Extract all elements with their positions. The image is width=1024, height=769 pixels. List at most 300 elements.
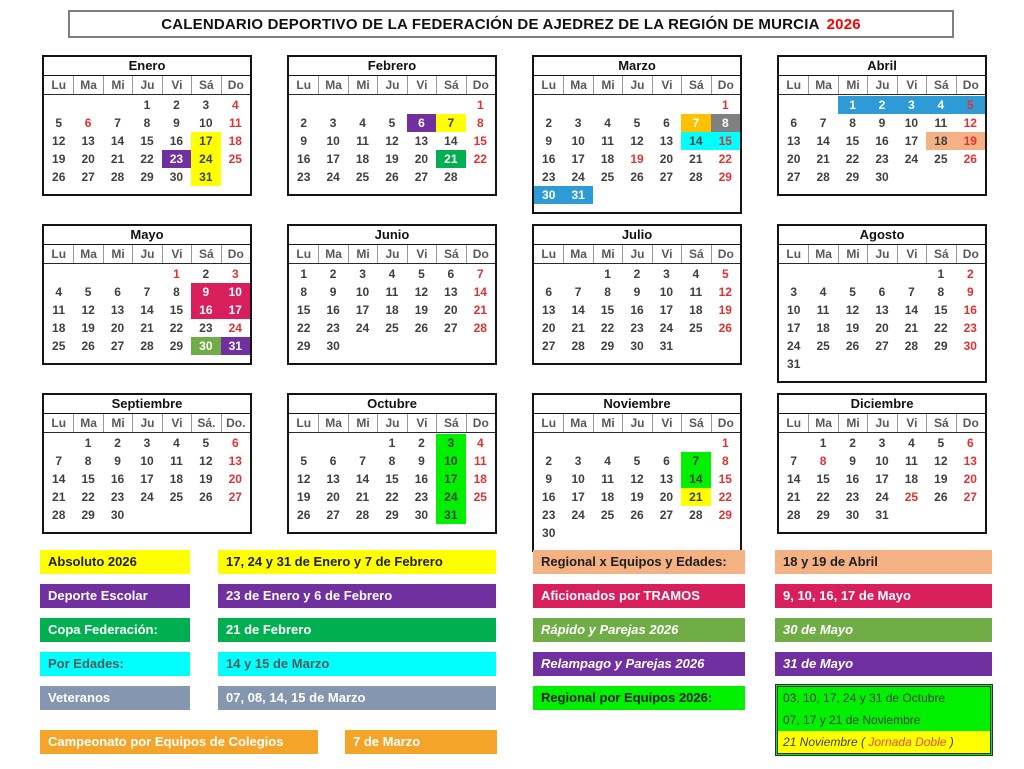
day-cell: 20	[963, 472, 977, 486]
day-cell: 5	[300, 454, 308, 468]
day-cell: 25	[904, 490, 919, 504]
day-cell: 2	[173, 98, 180, 112]
day-cell	[563, 434, 592, 452]
day-cell: 27	[659, 508, 674, 522]
day-grid	[534, 264, 740, 363]
day-cell	[593, 434, 622, 452]
day-cell: 21	[110, 152, 125, 166]
weekday-label: Ju	[622, 414, 651, 432]
day-cell: 27	[110, 339, 125, 353]
day-cell: 2	[633, 267, 641, 281]
day-cell: 27	[444, 321, 458, 335]
day-cell: 15	[845, 134, 860, 148]
day-cell	[622, 96, 651, 114]
day-cell: 5	[849, 285, 856, 299]
day-cell: 7	[55, 454, 63, 468]
weekday-label: Sá	[436, 245, 465, 263]
day-cell: 14	[816, 134, 830, 148]
weekday-label: Vi	[897, 245, 926, 263]
day-cell: 13	[81, 134, 95, 148]
day-cell: 30	[963, 339, 977, 353]
legend-value: 31 de Mayo	[775, 652, 992, 676]
weekday-label: Ju	[622, 76, 651, 94]
day-cell: 20	[659, 152, 674, 166]
day-cell: 31	[787, 357, 801, 371]
day-cell: 7	[436, 114, 465, 132]
weekday-label: Sá	[191, 76, 220, 94]
day-cell: 23	[542, 508, 556, 522]
day-cell: 24	[875, 490, 889, 504]
day-cell: 22	[845, 152, 860, 166]
title-text: CALENDARIO DEPORTIVO DE LA FEDERACIÓN DE AJEDREZ DE LA REGIÓN DE MURCIA	[161, 15, 820, 33]
day-cell: 27	[963, 490, 977, 504]
weekday-label: Sá	[681, 414, 710, 432]
day-cell: 29	[816, 508, 830, 522]
day-cell: 28	[904, 339, 919, 353]
day-cell: 12	[199, 454, 213, 468]
day-cell: 1	[838, 96, 867, 114]
day-cell: 19	[297, 490, 311, 504]
weekday-label: Do	[711, 245, 740, 263]
day-cell: 24	[904, 152, 919, 166]
day-cell: 10	[326, 134, 340, 148]
day-cell: 1	[604, 267, 611, 281]
day-cell: 10	[140, 454, 154, 468]
day-cell: 19	[414, 303, 429, 317]
day-cell: 4	[604, 116, 611, 130]
weekday-label: Vi	[162, 76, 191, 94]
day-cell: 9	[545, 472, 553, 486]
weekday-header-row	[44, 414, 250, 433]
day-cell: 5	[721, 267, 729, 281]
day-cell: 21	[681, 488, 710, 506]
day-cell	[897, 506, 926, 524]
weekday-label: Lu	[51, 247, 67, 261]
day-cell: 30	[534, 186, 563, 204]
day-cell	[838, 355, 867, 373]
day-cell	[681, 434, 710, 452]
day-cell	[221, 168, 250, 186]
day-cell: 6	[545, 285, 553, 299]
day-cell: 20	[414, 152, 429, 166]
day-cell: 29	[600, 339, 615, 353]
day-cell: 13	[875, 303, 889, 317]
day-cell: 28	[787, 508, 801, 522]
day-grid	[289, 433, 495, 532]
day-cell: 24	[140, 490, 154, 504]
day-cell: 12	[52, 134, 66, 148]
weekday-label: Vi	[407, 245, 436, 263]
day-cell: 26	[414, 321, 429, 335]
weekday-label: Do	[466, 245, 495, 263]
day-cell: 14	[52, 472, 66, 486]
day-cell: 24	[191, 150, 220, 168]
weekday-label: Vi	[652, 76, 681, 94]
day-cell: 3	[202, 98, 210, 112]
day-cell: 15	[600, 303, 615, 317]
day-cell	[44, 96, 73, 114]
day-cell: 17	[191, 132, 220, 150]
day-cell: 30	[845, 508, 860, 522]
day-cell	[681, 186, 710, 204]
month-abril	[777, 55, 987, 196]
day-cell: 22	[718, 490, 732, 504]
day-cell: 7	[476, 267, 484, 281]
day-cell: 23	[162, 150, 191, 168]
day-cell	[711, 524, 740, 542]
day-cell	[711, 186, 740, 204]
month-title: Junio	[289, 226, 495, 245]
day-cell	[377, 96, 406, 114]
legend-value: 9, 10, 16, 17 de Mayo	[775, 584, 992, 608]
day-cell	[348, 96, 377, 114]
day-cell: 29	[140, 170, 154, 184]
day-cell: 29	[169, 339, 184, 353]
month-mayo	[42, 224, 252, 365]
day-cell: 26	[199, 490, 213, 504]
weekday-label: Ju	[867, 414, 896, 432]
day-cell	[956, 168, 985, 186]
day-cell: 8	[604, 285, 611, 299]
day-cell: 23	[297, 170, 311, 184]
day-cell: 5	[202, 436, 210, 450]
day-cell: 31	[221, 337, 250, 355]
day-cell	[956, 355, 985, 373]
day-cell: 6	[790, 116, 798, 130]
day-cell: 3	[663, 267, 670, 281]
month-title: Abril	[779, 57, 985, 76]
month-title: Marzo	[534, 57, 740, 76]
day-cell: 14	[444, 134, 458, 148]
weekday-label: Lu	[541, 78, 557, 92]
day-cell: 21	[816, 152, 830, 166]
day-cell: 9	[418, 454, 425, 468]
day-cell: 7	[143, 285, 151, 299]
day-cell: 21	[571, 321, 585, 335]
weekday-header-row	[534, 245, 740, 264]
day-cell: 12	[297, 472, 311, 486]
day-cell: 31	[436, 506, 465, 524]
day-cell: 7	[114, 116, 121, 130]
day-cell: 3	[231, 267, 239, 281]
day-grid	[534, 95, 740, 212]
day-cell: 22	[81, 490, 95, 504]
day-cell: 9	[329, 285, 337, 299]
weekday-label: Lu	[541, 247, 557, 261]
legend-value: 14 y 15 de Marzo	[218, 652, 496, 676]
day-cell: 25	[52, 339, 66, 353]
day-cell: 23	[875, 152, 889, 166]
weekday-label: Lu	[51, 416, 67, 430]
month-title: Febrero	[289, 57, 495, 76]
day-cell: 29	[81, 508, 95, 522]
weekday-label: Ma	[808, 76, 837, 94]
day-cell: 27	[81, 170, 95, 184]
day-cell: 14	[904, 303, 919, 317]
day-grid	[779, 95, 985, 194]
day-cell: 17	[875, 472, 889, 486]
weekday-header-row	[779, 76, 985, 95]
day-cell: 16	[191, 301, 220, 319]
day-cell: 31	[875, 508, 889, 522]
day-cell: 12	[934, 454, 948, 468]
weekday-label: Mi	[348, 245, 377, 263]
weekday-label: Ma	[318, 245, 347, 263]
day-cell	[103, 265, 132, 283]
day-cell: 3	[790, 285, 798, 299]
day-cell: 23	[110, 490, 125, 504]
day-cell	[466, 337, 495, 355]
day-cell: 8	[143, 116, 151, 130]
day-cell: 19	[934, 472, 948, 486]
day-cell: 16	[110, 472, 125, 486]
day-cell: 17	[221, 301, 250, 319]
day-cell: 8	[849, 116, 856, 130]
day-cell	[534, 265, 563, 283]
day-cell: 29	[845, 170, 860, 184]
day-cell	[348, 434, 377, 452]
day-cell: 10	[436, 452, 465, 470]
day-cell: 4	[388, 267, 396, 281]
day-cell	[779, 434, 808, 452]
day-cell: 20	[326, 490, 340, 504]
day-grid	[779, 264, 985, 381]
weekday-label: Lu	[786, 247, 802, 261]
day-cell: 19	[81, 321, 95, 335]
day-cell: 11	[385, 285, 399, 299]
weekday-label: Ma	[808, 414, 837, 432]
day-cell: 29	[297, 339, 311, 353]
day-cell: 18	[52, 321, 66, 335]
day-cell: 27	[414, 170, 429, 184]
day-cell: 5	[418, 267, 425, 281]
day-cell: 8	[173, 285, 180, 299]
legend	[0, 550, 1024, 769]
legend-label: Rápido y Parejas 2026	[533, 618, 745, 642]
day-cell	[681, 337, 710, 355]
day-cell: 3	[436, 434, 465, 452]
legend-label: Por Edades:	[40, 652, 190, 676]
day-cell: 18	[228, 134, 242, 148]
day-cell: 12	[845, 303, 860, 317]
weekday-label: Do	[711, 414, 740, 432]
day-cell: 1	[721, 436, 729, 450]
day-cell: 19	[845, 321, 860, 335]
day-cell: 9	[173, 116, 180, 130]
legend-value: 23 de Enero y 6 de Febrero	[218, 584, 496, 608]
month-junio	[287, 224, 497, 365]
day-cell: 5	[633, 116, 641, 130]
day-cell: 5	[956, 96, 985, 114]
day-cell: 10	[659, 285, 674, 299]
day-cell: 22	[297, 321, 311, 335]
day-cell: 25	[600, 508, 615, 522]
day-cell	[956, 506, 985, 524]
day-cell: 13	[659, 472, 674, 486]
day-cell: 3	[329, 116, 337, 130]
day-cell: 17	[787, 321, 801, 335]
day-cell: 15	[81, 472, 95, 486]
legend-value: 7 de Marzo	[345, 730, 497, 754]
weekday-label: Vi	[652, 414, 681, 432]
weekday-label: Sá	[926, 76, 955, 94]
day-cell: 13	[228, 454, 242, 468]
day-cell: 27	[659, 170, 674, 184]
weekday-label: Sá	[681, 76, 710, 94]
day-cell: 12	[630, 472, 644, 486]
day-cell: 21	[787, 490, 801, 504]
day-cell: 20	[81, 152, 95, 166]
legend-label: Copa Federación:	[40, 618, 190, 642]
day-grid	[44, 264, 250, 363]
jornada-doble-text: Jornada Doble	[868, 735, 947, 749]
day-cell: 6	[966, 436, 974, 450]
day-cell: 5	[388, 116, 396, 130]
weekday-label: Mi	[593, 76, 622, 94]
day-cell: 12	[718, 285, 732, 299]
day-cell: 8	[388, 454, 396, 468]
weekday-label: Vi	[897, 76, 926, 94]
weekday-label: Ju	[132, 245, 161, 263]
month-agosto	[777, 224, 987, 383]
day-cell	[73, 265, 102, 283]
day-cell: 4	[231, 98, 239, 112]
legend-label: Deporte Escolar	[40, 584, 190, 608]
day-cell: 21	[473, 303, 487, 317]
day-cell: 11	[601, 134, 614, 148]
day-cell: 10	[199, 116, 213, 130]
day-cell: 21	[904, 321, 919, 335]
day-cell: 16	[542, 152, 556, 166]
weekday-label: Lu	[786, 78, 802, 92]
weekday-label: Ma	[563, 76, 592, 94]
day-cell: 7	[790, 454, 798, 468]
day-cell	[436, 96, 465, 114]
day-cell: 21	[140, 321, 154, 335]
weekday-label: Do	[956, 414, 985, 432]
day-cell: 17	[326, 152, 340, 166]
weekday-label: Vi	[162, 245, 191, 263]
day-cell: 8	[476, 116, 484, 130]
weekday-label: Sá.	[191, 414, 220, 432]
day-cell: 26	[297, 508, 311, 522]
weekday-label: Mi	[348, 76, 377, 94]
day-cell: 23	[326, 321, 340, 335]
day-cell	[897, 355, 926, 373]
day-cell: 6	[407, 114, 436, 132]
weekday-label: Mi	[838, 76, 867, 94]
day-cell	[926, 506, 955, 524]
page-title	[68, 10, 954, 38]
day-cell: 2	[300, 116, 308, 130]
day-cell: 26	[963, 152, 977, 166]
day-cell: 9	[300, 134, 308, 148]
day-cell: 9	[878, 116, 886, 130]
weekday-label: Ju	[132, 414, 161, 432]
day-cell: 3	[359, 267, 366, 281]
day-cell: 20	[787, 152, 801, 166]
day-cell	[466, 506, 495, 524]
day-cell	[681, 524, 710, 542]
day-cell	[867, 265, 896, 283]
day-cell: 11	[473, 454, 487, 468]
day-cell: 17	[571, 490, 585, 504]
day-cell: 6	[878, 285, 886, 299]
jornada-suffix: )	[946, 735, 954, 749]
day-cell: 18	[816, 321, 830, 335]
day-cell: 28	[110, 170, 125, 184]
day-cell: 8	[300, 285, 308, 299]
day-cell: 25	[385, 321, 399, 335]
day-cell: 18	[926, 132, 955, 150]
jornada-prefix: 21 Noviembre (	[783, 735, 869, 749]
day-cell	[407, 96, 436, 114]
day-cell: 29	[385, 508, 399, 522]
day-grid	[534, 433, 740, 550]
day-cell: 24	[228, 321, 242, 335]
day-cell: 24	[326, 170, 340, 184]
day-cell: 18	[169, 472, 184, 486]
day-cell	[808, 96, 837, 114]
day-cell: 29	[718, 508, 732, 522]
weekday-label: Ju	[132, 76, 161, 94]
day-cell	[711, 337, 740, 355]
day-cell: 6	[231, 436, 239, 450]
day-cell: 14	[473, 285, 487, 299]
day-cell: 19	[630, 490, 644, 504]
day-cell: 23	[963, 321, 977, 335]
day-cell: 6	[329, 454, 337, 468]
legend-value: 18 y 19 de Abril	[775, 550, 992, 574]
day-cell: 1	[300, 267, 308, 281]
weekday-label: Do	[221, 245, 250, 263]
day-cell	[132, 506, 161, 524]
legend-label: Veteranos	[40, 686, 190, 710]
day-cell: 13	[963, 454, 977, 468]
day-cell	[132, 265, 161, 283]
day-cell: 16	[414, 472, 429, 486]
date-line-octubre: 03, 10, 17, 24 y 31 de Octubre	[783, 691, 946, 705]
day-cell: 15	[934, 303, 948, 317]
day-cell	[44, 265, 73, 283]
day-cell: 1	[476, 98, 484, 112]
day-cell	[318, 434, 347, 452]
day-cell	[191, 506, 220, 524]
month-title: Diciembre	[779, 395, 985, 414]
day-cell: 1	[388, 436, 396, 450]
day-cell: 1	[84, 436, 92, 450]
month-noviembre	[532, 393, 742, 552]
day-cell: 2	[329, 267, 337, 281]
day-cell: 17	[659, 303, 674, 317]
weekday-label: Do	[221, 76, 250, 94]
day-cell: 16	[326, 303, 340, 317]
day-cell: 12	[414, 285, 429, 299]
day-cell: 30	[110, 508, 125, 522]
day-cell: 6	[447, 267, 455, 281]
weekday-header-row	[534, 76, 740, 95]
weekday-label: Mi	[593, 414, 622, 432]
day-cell: 14	[140, 303, 154, 317]
day-cell: 25	[600, 170, 615, 184]
day-cell	[652, 524, 681, 542]
day-cell: 6	[114, 285, 121, 299]
day-cell: 21	[689, 152, 703, 166]
day-cell: 22	[385, 490, 399, 504]
day-cell	[779, 265, 808, 283]
day-cell	[563, 265, 592, 283]
day-cell	[289, 96, 318, 114]
